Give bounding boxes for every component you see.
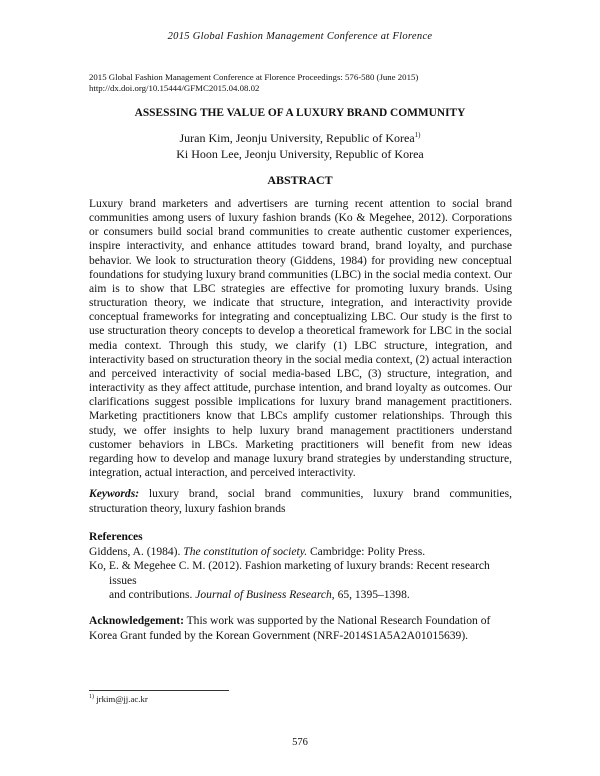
author-1 [0,130,600,146]
acknowledgement-label: Acknowledgement: [89,615,184,627]
author-1-affiliation: Juran Kim, Jeonju University, Republic of Korea [179,131,415,145]
reference-text: issues [109,574,137,587]
abstract-heading: ABSTRACT [267,173,333,187]
reference-text: Cambridge: Polity Press. [307,545,426,558]
keywords-section [89,487,512,516]
reference-text: Giddens, A. (1984). [89,545,184,558]
reference-text: , 65, 1395–1398. [331,589,410,601]
references-section [89,530,512,603]
author-1-footnote-mark: 1) [414,131,421,139]
acknowledgement-section [89,614,512,643]
keywords-text: luxury brand, social brand communities, luxury brand communities, structuration theory, luxury fashion brands [89,488,512,515]
reference-item [89,545,512,560]
reference-journal: Journal of Business Research [195,589,332,601]
reference-item [89,559,512,603]
acknowledgement-text: This work was supported by the National Research Foundation of Korea Grant funded by the Korean Government (NRF-2014S1A5A2A01015639). [89,615,491,642]
footnote-email[interactable]: jrkim@jj.ac.kr [94,694,148,704]
page-number: 576 [292,737,308,748]
author-2-affiliation: Ki Hoon Lee, Jeonju University, Republic of Korea [176,147,424,161]
references-heading: References [89,531,143,543]
abstract-text: Luxury brand marketers and advertisers are turning recent attention to social brand communities among users of luxury fashion brands (Ko & Megehee, 2012). Corporations or consumers build social brand communities to create authentic customer experiences, inspire interactivity, and enhance attitudes toward brand, brand loyalty, and purchase behavior. We look to structuration theory (Giddens, 1984) for providing new conceptual foundations for studying luxury brand communities (LBC) in the social media context. Our aim is to show that LBC strategies are effective for promoting luxury brands. Using structuration theory, we indicate that structure, integration, and interactivity provide conceptual frameworks for integrating and conceptualizing LBC. Our study is the first to use structuration theory concepts to develop a theoretical framework for LBC in the social media context. Through this study, we clarify (1) LBC structure, integration, and interactivity based on structuration theory in the social media context, (2) actual interaction and perceived interactivity of social media-based LBC, (3) structure, integration, and interactivity as they affect attitude, purchase intention, and brand loyalty as outcomes. Our clarifications suggest possible implications for luxury brand management practitioners. Marketing practitioners know that LBCs amplify customer relationships. Through this study, we offer insights to help luxury brand management practitioners understand customer behaviors in LBCs. Marketing practitioners will benefit from new ideas regarding how to develop and manage luxury brand strategies by understanding structure, integration, actual interaction, and perceived interactivity. [89,198,512,479]
reference-title: The constitution of society. [183,545,308,558]
running-head: 2015 Global Fashion Management Conference at Florence [167,31,433,42]
keywords-label: Keywords: [89,488,140,500]
reference-text: and contributions. [109,589,196,601]
proceedings-citation: 2015 Global Fashion Management Conference at Florence Proceedings: 576-580 (June 2015) [89,72,419,82]
proceedings-info [89,72,418,94]
paper-title: ASSESSING THE VALUE OF A LUXURY BRAND COMMUNITY [134,107,466,119]
author-list [0,130,600,162]
reference-text: Ko, E. & Megehee C. M. (2012). Fashion marketing of luxury brands: Recent research [89,560,490,572]
footnote-divider [89,690,229,691]
doi-link[interactable]: http://dx.doi.org/10.15444/GFMC2015.04.08.02 [89,83,260,93]
footnote [89,694,148,704]
footnote-mark: 1) [89,694,94,701]
author-2 [0,146,600,162]
